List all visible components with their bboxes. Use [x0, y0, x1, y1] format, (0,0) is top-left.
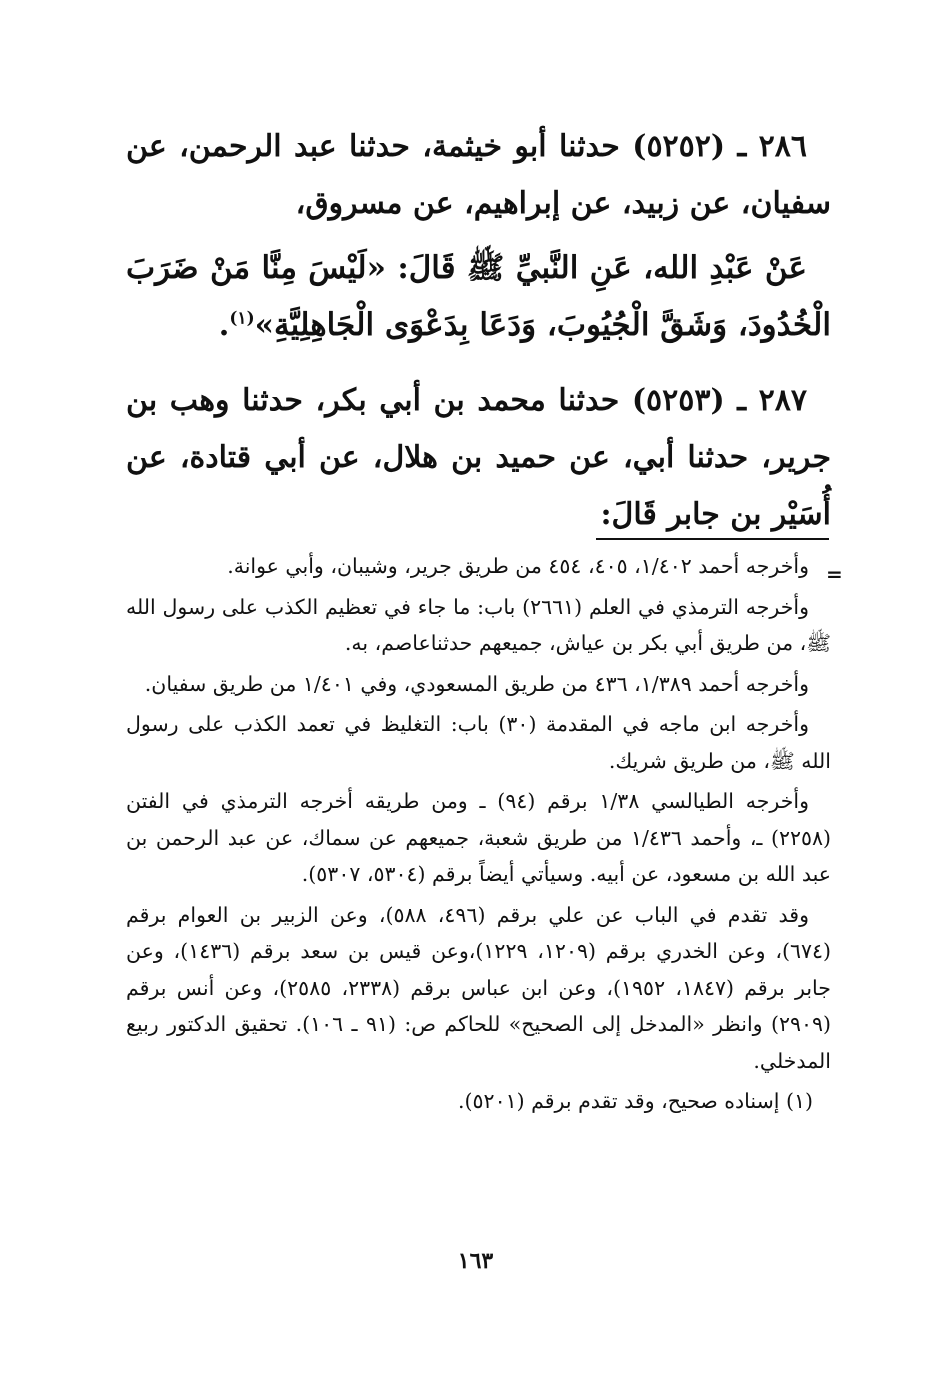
hadith-287-chain: ٢٨٧ ـ (٥٢٥٣) حدثنا محمد بن أبي بكر، حدثنا وهب بن جرير، حدثنا أبي، عن حميد بن هلال، عن أبي قتادة، عن أُسَيْر بن جابر قَالَ: [126, 383, 831, 532]
footnote-ref-1: (١) [229, 308, 255, 329]
note-item: وأخرجه الطيالسي ١/٣٨ برقم (٩٤) ـ ومن طريقه أخرجه الترمذي في الفتن (٢٢٥٨) ـ، وأحمد ١/٤٣٦ من طريق شعبة، جميعهم عن سماك، عن عبد الرحمن بن عبد الله بن مسعود، عن أبيه. وسيأتي أيضاً برقم (٥٣٠٤، ٥٣٠٧). [126, 789, 831, 886]
note-item: وأخرجه أحمد ١/٣٨٩، ٤٣٦ من طريق المسعودي، وفي ١/٤٠١ من طريق سفيان. [144, 671, 809, 696]
footnotes-block [126, 548, 831, 1120]
footnote-separator [596, 538, 829, 540]
page-number: ١٦٣ [457, 1248, 494, 1274]
main-text [126, 118, 831, 551]
note-item: وقد تقدم في الباب عن علي برقم (٤٩٦، ٥٨٨)، وعن الزبير بن العوام برقم (٦٧٤)، وعن الخدري برقم (١٢٠٩، ١٢٢٩)،وعن قيس بن سعد برقم (١٤٣٦)، وعن جابر برقم (١٨٤٧، ١٩٥٢)، وعن ابن عباس برقم (٢٣٣٨، ٢٥٨٥)، وعن أنس برقم (٢٩٠٩) وانظر «المدخل إلى الصحيح» للحاكم ص: (٩١ ـ ١٠٦). تحقيق الدكتور ربيع المدخلي. [126, 902, 831, 1073]
hadith-286-matn: عَنْ عَبْدِ الله، عَنِ النَّبيِّ ﷺ قَالَ: «لَيْسَ مِنَّا مَنْ ضَرَبَ الْخُدُودَ، وَشَقَّ الْجُيُوبَ، وَدَعَا بِدَعْوَى الْجَاهِلِيَّةِ» [126, 250, 831, 343]
note-item: وأخرجه أحمد ١/٤٠٢، ٤٠٥، ٤٥٤ من طريق جرير، وشيبان، وأبي عوانة. [227, 554, 809, 578]
hadith-286-text [126, 240, 831, 354]
note-item: وأخرجه الترمذي في العلم (٢٦٦١) باب: ما جاء في تعظيم الكذب على رسول الله ﷺ، من طريق أبي بكر بن عياش، جميعهم حدثناعاصم، به. [126, 594, 831, 655]
note-item: وأخرجه ابن ماجه في المقدمة (٣٠) باب: التغليظ في تعمد الكذب على رسول الله ﷺ، من طريق شريك. [126, 712, 831, 773]
hadith-286-period: . [218, 307, 230, 343]
footnote-1: (١) إسناده صحيح، وقد تقدم برقم (٥٢٠١). [458, 1089, 813, 1113]
continuation-marker: = [826, 562, 843, 586]
hadith-286-chain: ٢٨٦ ـ (٥٢٥٢) حدثنا أبو خيثمة، حدثنا عبد الرحمن، عن سفيان، عن زبيد، عن إبراهيم، عن مسروق، [126, 129, 831, 221]
